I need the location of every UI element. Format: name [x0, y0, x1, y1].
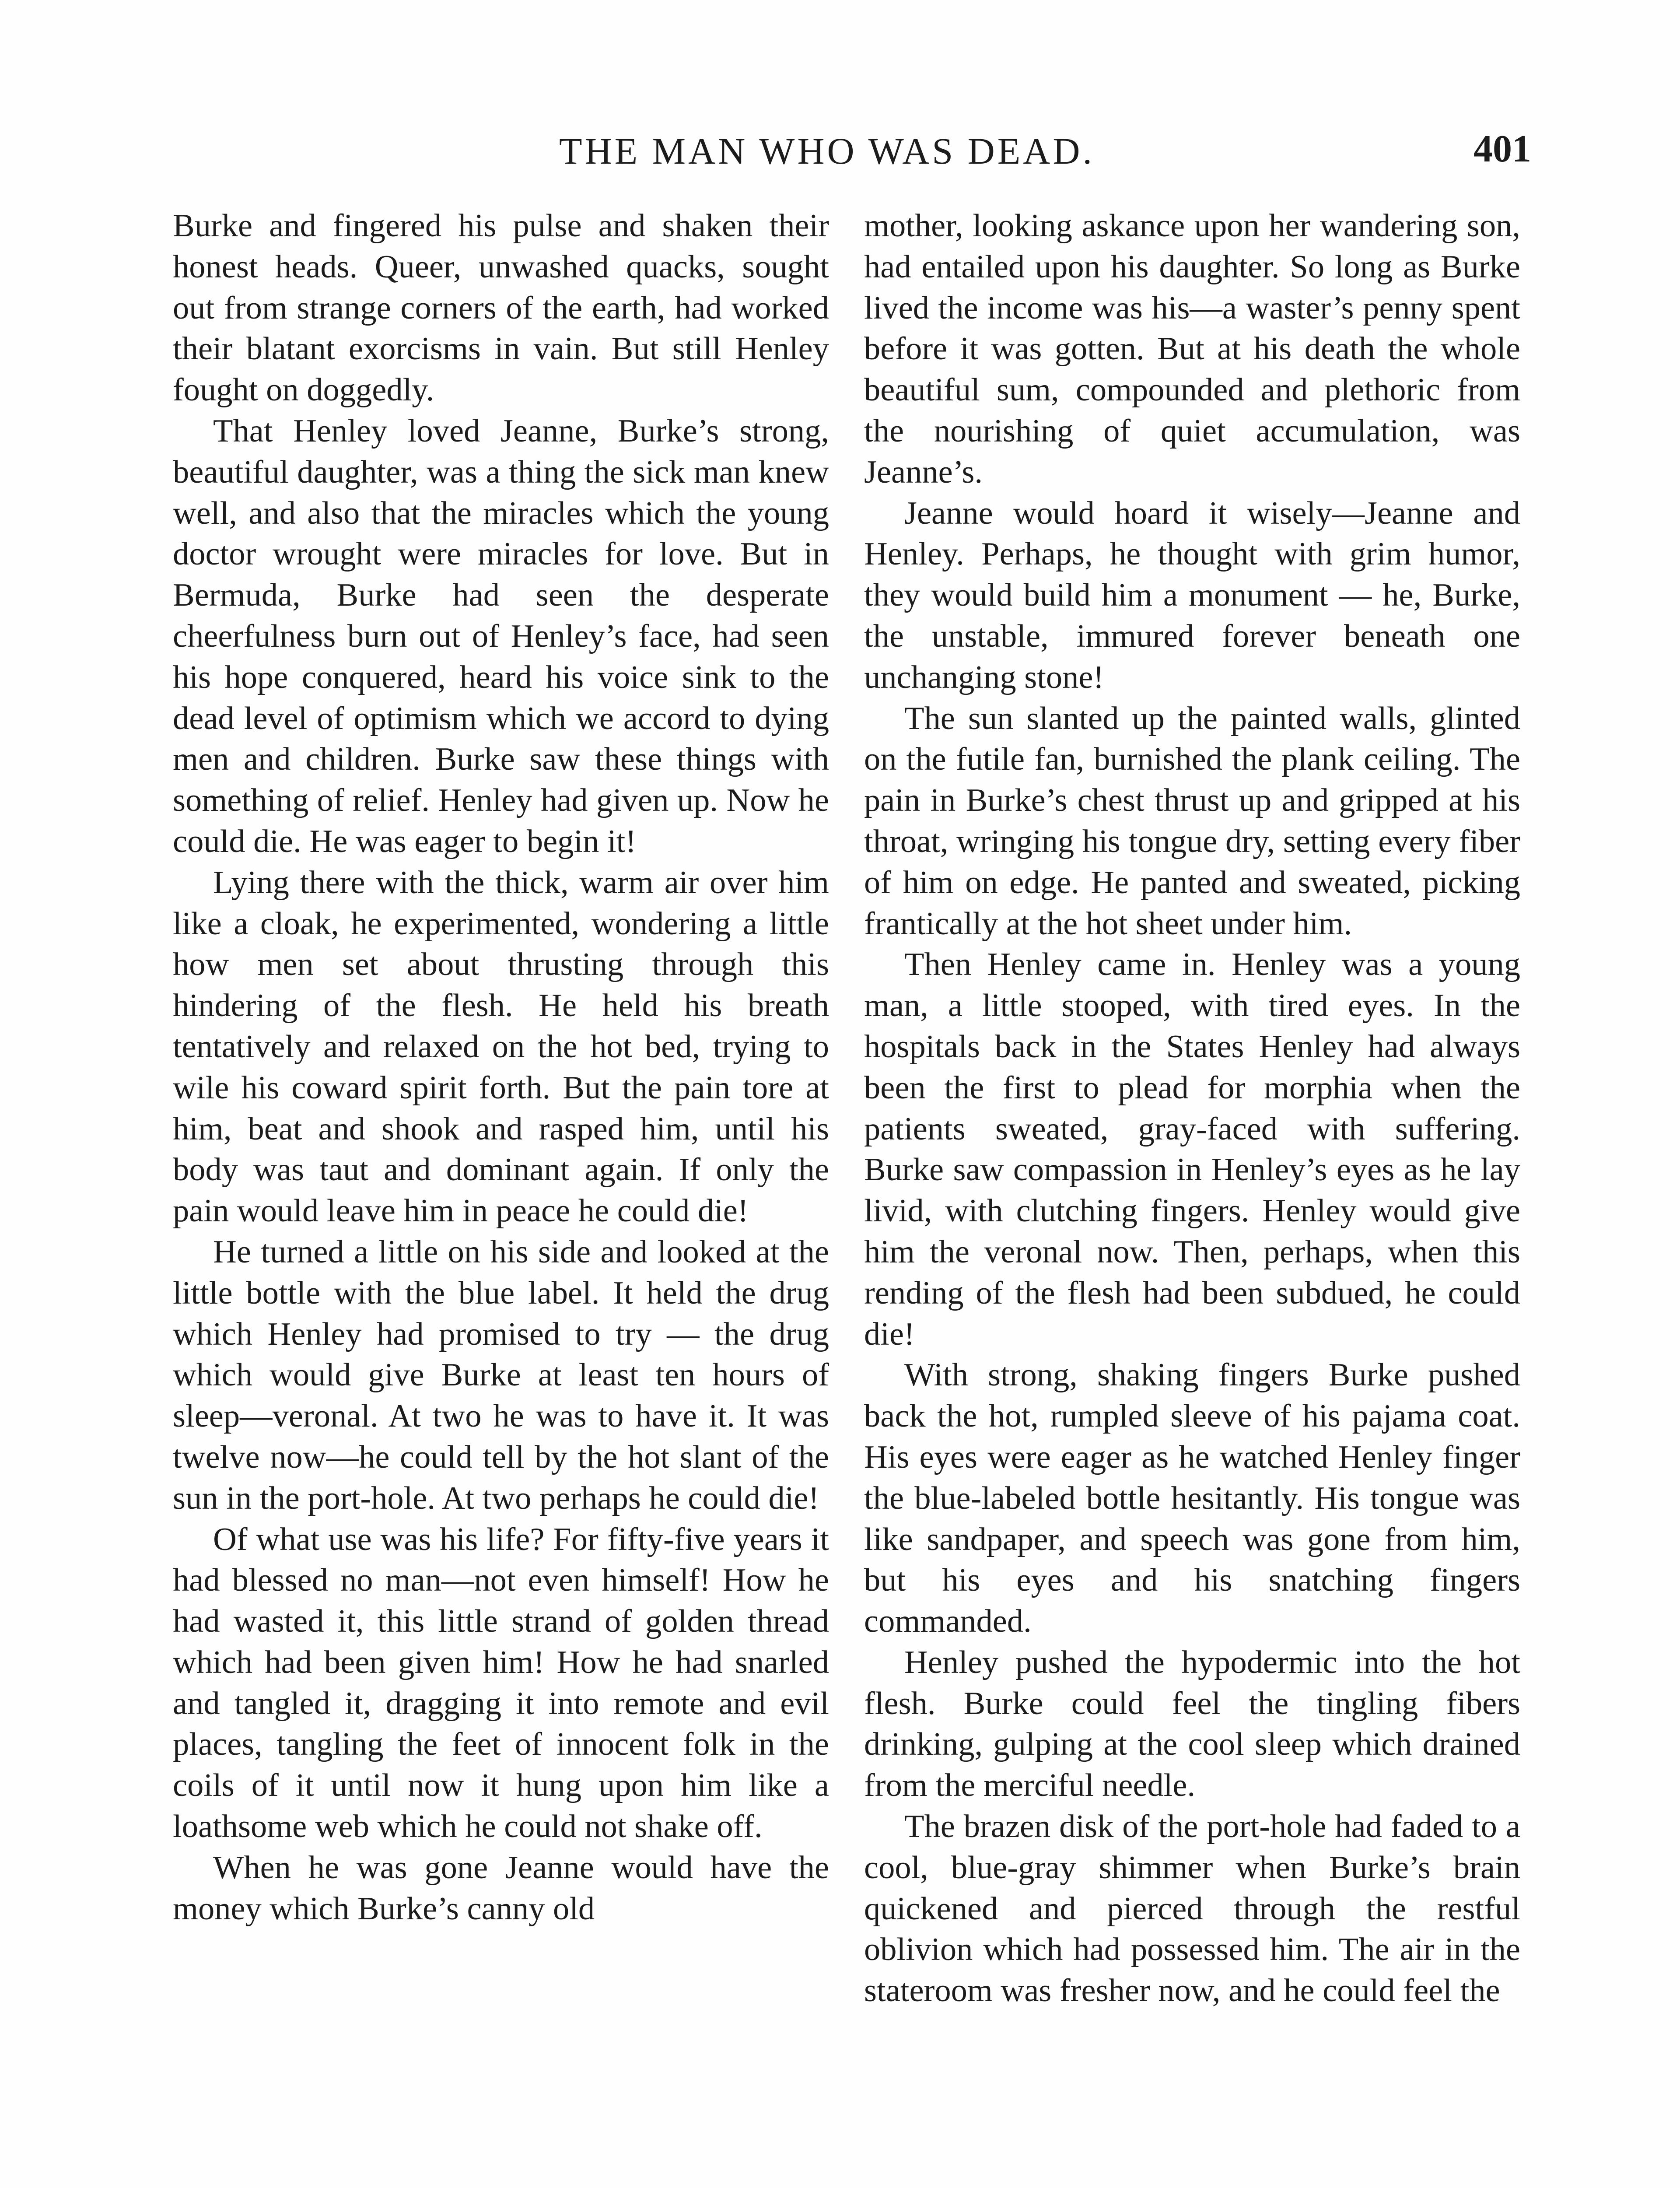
running-title: THE MAN WHO WAS DEAD. [559, 130, 1095, 172]
paragraph: mother, looking askance upon her wandering son, had entailed upon his daughter. So long as Burke lived the income was his—a waster’s penny spent before it was gotten. But at his death the whole beautiful sum, compounded and plethoric from the nourishing of quiet accumulation, was Jeanne’s. [864, 208, 1520, 490]
paragraph: When he was gone Jeanne would have the money which Burke’s canny old [173, 1849, 829, 1927]
paragraph: Then Henley came in. Henley was a young man, a little stooped, with tired eyes. In the hospitals back in the States Henley had always been the first to plead for morphia when the patients sweated, gray-faced with suffering. Burke saw compassion in Henley’s eyes as he lay livid, with clutching fingers. Henley would give him the veronal now. Then, perhaps, when this rending of the flesh had been subdued, he could die! [864, 947, 1520, 1352]
paragraph: That Henley loved Jeanne, Burke’s strong, beautiful daughter, was a thing the sick man knew well, and also that the miracles which the young doctor wrought were miracles for love. But in Bermuda, Burke had seen the desperate cheerfulness burn out of Henley’s face, had seen his hope conquered, heard his voice sink to the dead level of optimism which we accord to dying men and children. Burke saw these things with something of relief. Henley had given up. Now he could die. He was eager to begin it! [173, 413, 829, 859]
paragraph: With strong, shaking fingers Burke pushed back the hot, rumpled sleeve of his pajama coat. His eyes were eager as he watched Henley finger the blue-labeled bottle hesitantly. His tongue was like sandpaper, and speech was gone from him, but his eyes and his snatching fingers commanded. [864, 1357, 1520, 1640]
paragraph: Burke and fingered his pulse and shaken their honest heads. Queer, unwashed quacks, sought out from strange corners of the earth, had worked their blatant exorcisms in vain. But still Henley fought on doggedly. [173, 208, 829, 408]
paragraph: Henley pushed the hypodermic into the hot flesh. Burke could feel the tingling fibers drinking, gulping at the cool sleep which drained from the merciful needle. [864, 1644, 1520, 1804]
paragraph: He turned a little on his side and looked at the little bottle with the blue label. It held the drug which Henley had promised to try — the drug which would give Burke at least ten hours of sleep—veronal. At two he was to have it. It was twelve now—he could tell by the hot slant of the sun in the port-hole. At two perhaps he could die! [173, 1234, 829, 1516]
paragraph: Of what use was his life? For fifty-five years it had blessed no man—not even himself! How he had wasted it, this little strand of golden thread which had been given him! How he had snarled and tangled it, dragging it into remote and evil places, tangling the feet of innocent folk in the coils of it until now it hung upon him like a loathsome web which he could not shake off. [173, 1521, 829, 1845]
left-text-column [173, 206, 829, 1929]
paragraph: Jeanne would hoard it wisely—Jeanne and Henley. Perhaps, he thought with grim humor, they would build him a monument — he, Burke, the unstable, immured forever beneath one unchanging stone! [864, 495, 1520, 695]
right-text-column [864, 206, 1520, 2012]
paragraph: The sun slanted up the painted walls, glinted on the futile fan, burnished the plank ceiling. The pain in Burke’s chest thrust up and gripped at his throat, wringing his tongue dry, setting every fiber of him on edge. He panted and sweated, picking frantically at the hot sheet under him. [864, 700, 1520, 942]
paragraph: Lying there with the thick, warm air over him like a cloak, he experimented, wondering a little how men set about thrusting through this hindering of the flesh. He held his breath tentatively and relaxed on the hot bed, trying to wile his coward spirit forth. But the pain tore at him, beat and shook and rasped him, until his body was taut and dominant again. If only the pain would leave him in peace he could die! [173, 864, 829, 1229]
paragraph: The brazen disk of the port-hole had faded to a cool, blue-gray shimmer when Burke’s brain quickened and pierced through the restful oblivion which had possessed him. The air in the stateroom was fresher now, and he could feel the [864, 1809, 1520, 2009]
page-number: 401 [1474, 128, 1531, 170]
